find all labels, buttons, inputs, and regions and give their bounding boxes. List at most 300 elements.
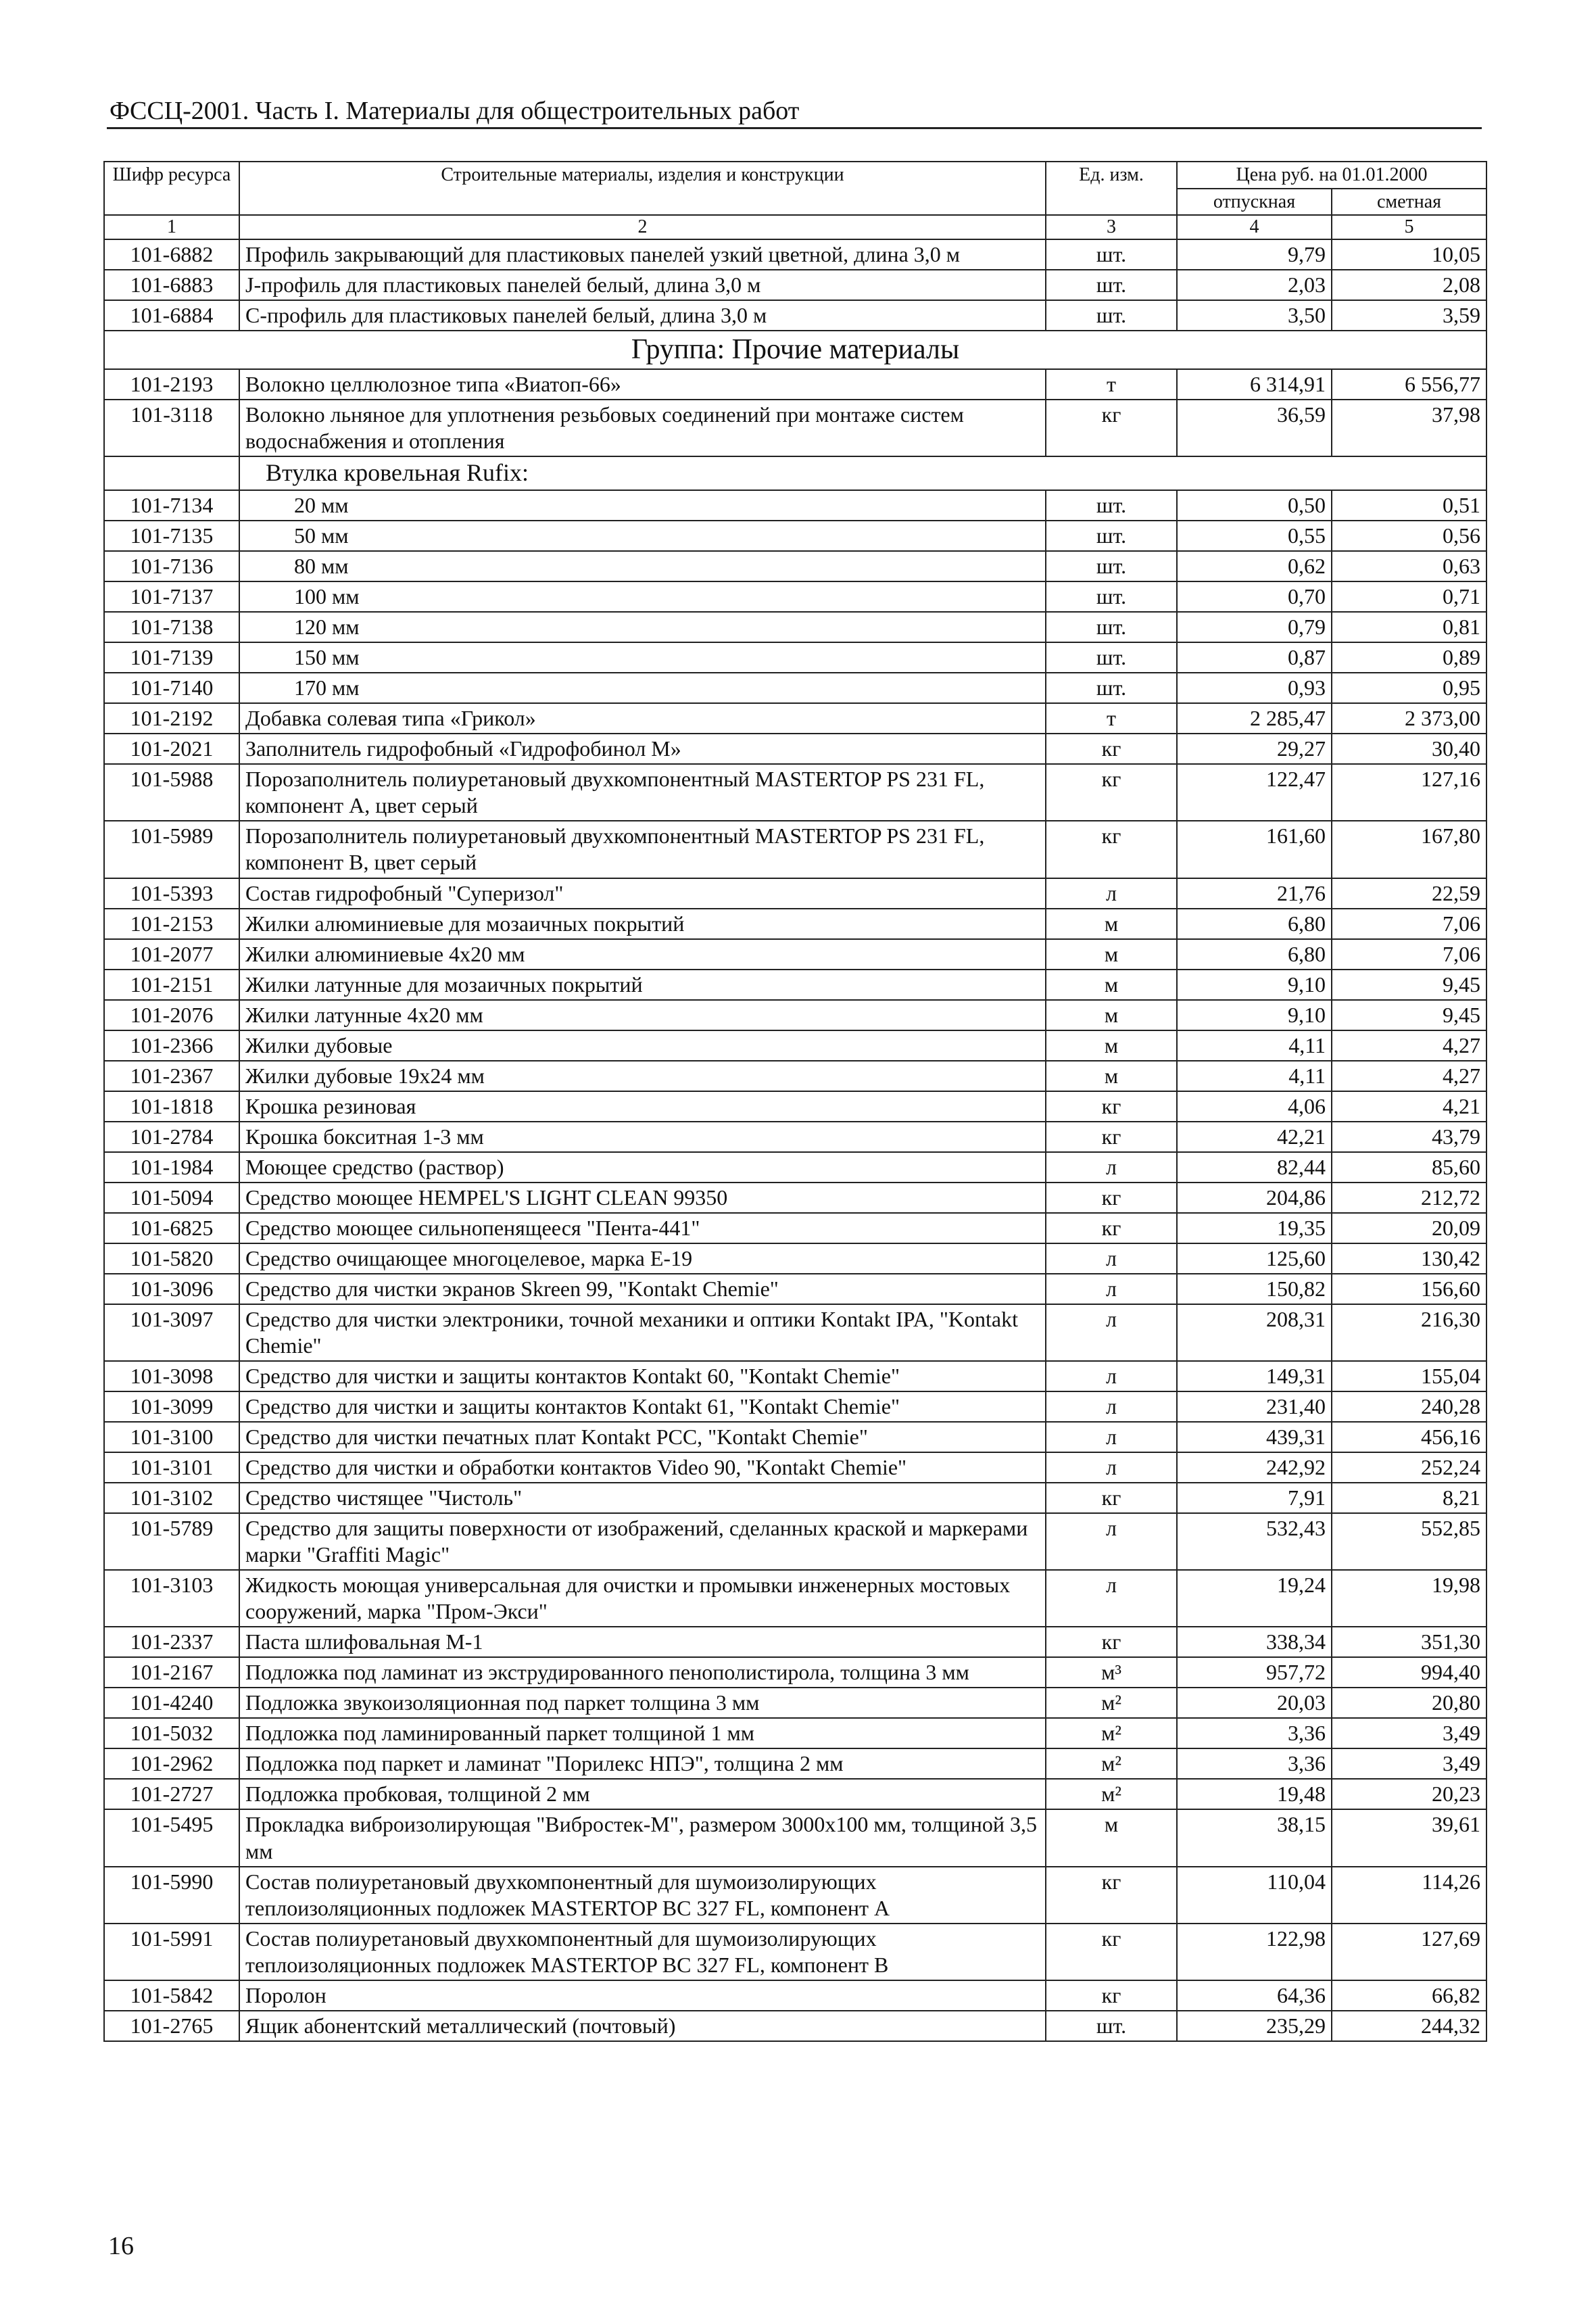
price-release-cell: 235,29	[1177, 2011, 1332, 2041]
subheading-row	[104, 456, 1486, 490]
material-name-cell: Прокладка виброизолирующая "Вибростек-М", размером 3000x100 мм, толщиной 3,5 мм	[239, 1809, 1046, 1866]
price-estimate-cell: 0,63	[1332, 551, 1486, 581]
unit-cell: шт.	[1046, 239, 1177, 270]
price-estimate-cell: 212,72	[1332, 1183, 1486, 1213]
resource-code-cell: 101-2021	[104, 734, 239, 764]
resource-code-cell: 101-3100	[104, 1422, 239, 1452]
price-release-cell: 19,35	[1177, 1213, 1332, 1243]
material-name-cell: Подложка под ламинированный паркет толщиной 1 мм	[239, 1718, 1046, 1748]
unit-cell: шт.	[1046, 673, 1177, 703]
unit-cell: кг	[1046, 821, 1177, 878]
resource-code-cell: 101-2193	[104, 369, 239, 400]
price-estimate-cell: 6 556,77	[1332, 369, 1486, 400]
resource-code-cell: 101-3103	[104, 1570, 239, 1627]
price-estimate-cell: 37,98	[1332, 400, 1486, 456]
price-estimate-cell: 3,49	[1332, 1748, 1486, 1779]
price-estimate-cell: 244,32	[1332, 2011, 1486, 2041]
price-estimate-cell: 3,59	[1332, 300, 1486, 331]
unit-cell: кг	[1046, 1183, 1177, 1213]
column-number: 1	[104, 215, 239, 239]
resource-code-cell: 101-6884	[104, 300, 239, 331]
price-estimate-cell: 19,98	[1332, 1570, 1486, 1627]
resource-code-cell: 101-6883	[104, 270, 239, 300]
price-estimate-cell: 114,26	[1332, 1867, 1486, 1924]
table-row	[104, 1452, 1486, 1483]
material-name-cell: Ящик абонентский металлический (почтовый)	[239, 2011, 1046, 2041]
group-heading: Группа: Прочие материалы	[104, 331, 1486, 369]
price-release-cell: 6,80	[1177, 909, 1332, 939]
unit-cell: кг	[1046, 764, 1177, 821]
table-row	[104, 1152, 1486, 1183]
price-estimate-cell: 43,79	[1332, 1122, 1486, 1152]
price-estimate-cell: 130,42	[1332, 1243, 1486, 1274]
table-row	[104, 1243, 1486, 1274]
unit-cell: м	[1046, 909, 1177, 939]
table-body	[104, 239, 1486, 2041]
price-release-cell: 6 314,91	[1177, 369, 1332, 400]
table-row	[104, 1748, 1486, 1779]
price-estimate-cell: 167,80	[1332, 821, 1486, 878]
price-release-cell: 0,50	[1177, 490, 1332, 521]
unit-cell: м²	[1046, 1718, 1177, 1748]
material-name-cell: Жилки латунные для мозаичных покрытий	[239, 970, 1046, 1000]
column-header-unit: Ед. изм.	[1046, 162, 1177, 215]
table-row	[104, 300, 1486, 331]
price-release-cell: 149,31	[1177, 1361, 1332, 1391]
table-row	[104, 1718, 1486, 1748]
unit-cell: шт.	[1046, 642, 1177, 673]
price-estimate-cell: 8,21	[1332, 1483, 1486, 1513]
unit-cell: л	[1046, 1304, 1177, 1361]
table-row	[104, 369, 1486, 400]
price-estimate-cell: 9,45	[1332, 970, 1486, 1000]
unit-cell: кг	[1046, 1867, 1177, 1924]
unit-cell: л	[1046, 1274, 1177, 1304]
price-release-cell: 64,36	[1177, 1980, 1332, 2011]
price-release-cell: 6,80	[1177, 939, 1332, 970]
material-name-cell: Состав полиуретановый двухкомпонентный для шумоизолирующих теплоизоляционных подложек MASTERTOP BC 327 FL, компонент В	[239, 1924, 1046, 1980]
table-row	[104, 734, 1486, 764]
table-row	[104, 581, 1486, 612]
table-row	[104, 1980, 1486, 2011]
price-estimate-cell: 127,16	[1332, 764, 1486, 821]
price-release-cell: 161,60	[1177, 821, 1332, 878]
material-name-cell: Жилки алюминиевые для мозаичных покрытий	[239, 909, 1046, 939]
price-release-cell: 0,87	[1177, 642, 1332, 673]
resource-code-cell: 101-3099	[104, 1391, 239, 1422]
resource-code-cell: 101-2192	[104, 703, 239, 734]
price-release-cell: 42,21	[1177, 1122, 1332, 1152]
unit-cell: кг	[1046, 1627, 1177, 1657]
column-header-price: Цена руб. на 01.01.2000	[1177, 162, 1486, 189]
material-name-cell: Жилки латунные 4x20 мм	[239, 1000, 1046, 1030]
table-row	[104, 1627, 1486, 1657]
material-name-cell: Состав гидрофобный "Суперизол"	[239, 878, 1046, 909]
unit-cell: шт.	[1046, 490, 1177, 521]
group-heading-row	[104, 331, 1486, 369]
resource-code-cell: 101-2167	[104, 1657, 239, 1688]
unit-cell: м²	[1046, 1748, 1177, 1779]
resource-code-cell: 101-2765	[104, 2011, 239, 2041]
price-estimate-cell: 9,45	[1332, 1000, 1486, 1030]
resource-code-cell: 101-5988	[104, 764, 239, 821]
material-name-cell: Средство очищающее многоцелевое, марка Е-19	[239, 1243, 1046, 1274]
table-row	[104, 1304, 1486, 1361]
price-release-cell: 36,59	[1177, 400, 1332, 456]
material-name-cell: Средство для чистки печатных плат Kontakt PCC, "Kontakt Chemie"	[239, 1422, 1046, 1452]
material-name-cell: 50 мм	[239, 521, 1046, 551]
material-name-cell: 170 мм	[239, 673, 1046, 703]
material-name-cell: Паста шлифовальная М-1	[239, 1627, 1046, 1657]
table-row	[104, 1513, 1486, 1570]
price-table	[103, 161, 1487, 2042]
unit-cell: шт.	[1046, 300, 1177, 331]
price-estimate-cell: 7,06	[1332, 939, 1486, 970]
unit-cell: м²	[1046, 1688, 1177, 1718]
price-estimate-cell: 30,40	[1332, 734, 1486, 764]
material-name-cell: Жидкость моющая универсальная для очистки и промывки инженерных мостовых сооружений, марка "Пром-Экси"	[239, 1570, 1046, 1627]
material-name-cell: С-профиль для пластиковых панелей белый, длина 3,0 м	[239, 300, 1046, 331]
material-name-cell: Добавка солевая типа «Грикол»	[239, 703, 1046, 734]
table-row	[104, 270, 1486, 300]
price-release-cell: 82,44	[1177, 1152, 1332, 1183]
unit-cell: м³	[1046, 1657, 1177, 1688]
table-row	[104, 1000, 1486, 1030]
price-release-cell: 3,50	[1177, 300, 1332, 331]
price-release-cell: 29,27	[1177, 734, 1332, 764]
column-header-price-release: отпускная	[1177, 189, 1332, 216]
resource-code-cell: 101-2337	[104, 1627, 239, 1657]
price-estimate-cell: 456,16	[1332, 1422, 1486, 1452]
resource-code-cell: 101-2366	[104, 1030, 239, 1061]
price-estimate-cell: 2 373,00	[1332, 703, 1486, 734]
resource-code-cell: 101-5032	[104, 1718, 239, 1748]
resource-code-cell: 101-5789	[104, 1513, 239, 1570]
resource-code-cell: 101-7134	[104, 490, 239, 521]
price-release-cell: 38,15	[1177, 1809, 1332, 1866]
price-estimate-cell: 66,82	[1332, 1980, 1486, 2011]
price-release-cell: 3,36	[1177, 1718, 1332, 1748]
table-row	[104, 1779, 1486, 1809]
table-row	[104, 1924, 1486, 1980]
price-estimate-cell: 85,60	[1332, 1152, 1486, 1183]
price-release-cell: 2 285,47	[1177, 703, 1332, 734]
unit-cell: л	[1046, 1570, 1177, 1627]
material-name-cell: Средство для чистки и обработки контактов Video 90, "Kontakt Chemie"	[239, 1452, 1046, 1483]
material-name-cell: Подложка звукоизоляционная под паркет толщина 3 мм	[239, 1688, 1046, 1718]
table-row	[104, 1122, 1486, 1152]
resource-code-cell: 101-2367	[104, 1061, 239, 1091]
resource-code-cell: 101-7139	[104, 642, 239, 673]
table-row	[104, 764, 1486, 821]
material-name-cell: 100 мм	[239, 581, 1046, 612]
price-release-cell: 122,47	[1177, 764, 1332, 821]
resource-code-cell: 101-2962	[104, 1748, 239, 1779]
unit-cell: м	[1046, 939, 1177, 970]
table-row	[104, 1061, 1486, 1091]
price-estimate-cell: 20,80	[1332, 1688, 1486, 1718]
table-row	[104, 400, 1486, 456]
table-row	[104, 612, 1486, 642]
table-row	[104, 1570, 1486, 1627]
price-estimate-cell: 7,06	[1332, 909, 1486, 939]
material-name-cell: Жилки дубовые	[239, 1030, 1046, 1061]
table-row	[104, 1030, 1486, 1061]
material-name-cell: Жилки дубовые 19x24 мм	[239, 1061, 1046, 1091]
material-name-cell: Крошка бокситная 1-3 мм	[239, 1122, 1046, 1152]
material-name-cell: Порозаполнитель полиуретановый двухкомпонентный MASTERTOP PS 231 FL, компонент В, цвет серый	[239, 821, 1046, 878]
unit-cell: л	[1046, 1513, 1177, 1570]
resource-code-cell: 101-5990	[104, 1867, 239, 1924]
price-estimate-cell: 351,30	[1332, 1627, 1486, 1657]
price-release-cell: 122,98	[1177, 1924, 1332, 1980]
table-row	[104, 878, 1486, 909]
unit-cell: т	[1046, 369, 1177, 400]
resource-code-cell: 101-3097	[104, 1304, 239, 1361]
price-estimate-cell: 0,56	[1332, 521, 1486, 551]
empty-cell	[104, 456, 239, 490]
price-release-cell: 0,93	[1177, 673, 1332, 703]
column-number: 4	[1177, 215, 1332, 239]
price-estimate-cell: 156,60	[1332, 1274, 1486, 1304]
unit-cell: м	[1046, 1000, 1177, 1030]
table-row	[104, 1809, 1486, 1866]
price-release-cell: 4,11	[1177, 1061, 1332, 1091]
material-name-cell: Средство для чистки и защиты контактов Kontakt 61, "Kontakt Chemie"	[239, 1391, 1046, 1422]
table-row	[104, 1183, 1486, 1213]
column-numbers-row	[104, 215, 1486, 239]
resource-code-cell: 101-2076	[104, 1000, 239, 1030]
unit-cell: кг	[1046, 1980, 1177, 2011]
price-release-cell: 110,04	[1177, 1867, 1332, 1924]
price-estimate-cell: 22,59	[1332, 878, 1486, 909]
table-row	[104, 1091, 1486, 1122]
price-release-cell: 0,70	[1177, 581, 1332, 612]
price-estimate-cell: 4,21	[1332, 1091, 1486, 1122]
table-row	[104, 490, 1486, 521]
unit-cell: л	[1046, 878, 1177, 909]
unit-cell: м	[1046, 1061, 1177, 1091]
table-row	[104, 1867, 1486, 1924]
table-row	[104, 909, 1486, 939]
resource-code-cell: 101-4240	[104, 1688, 239, 1718]
resource-code-cell: 101-6882	[104, 239, 239, 270]
price-release-cell: 20,03	[1177, 1688, 1332, 1718]
price-estimate-cell: 240,28	[1332, 1391, 1486, 1422]
unit-cell: шт.	[1046, 551, 1177, 581]
resource-code-cell: 101-2784	[104, 1122, 239, 1152]
running-title: ФССЦ-2001. Часть I. Материалы для общестроительных работ	[110, 97, 800, 125]
material-name-cell: Средство для чистки экранов Skreen 99, "Kontakt Chemie"	[239, 1274, 1046, 1304]
material-name-cell: Жилки алюминиевые 4x20 мм	[239, 939, 1046, 970]
price-release-cell: 19,24	[1177, 1570, 1332, 1627]
table-row	[104, 1274, 1486, 1304]
table-row	[104, 1483, 1486, 1513]
unit-cell: м	[1046, 1809, 1177, 1866]
column-header-name: Строительные материалы, изделия и конструкции	[239, 162, 1046, 215]
resource-code-cell: 101-2151	[104, 970, 239, 1000]
table-row	[104, 521, 1486, 551]
unit-cell: кг	[1046, 734, 1177, 764]
resource-code-cell: 101-7140	[104, 673, 239, 703]
unit-cell: кг	[1046, 1483, 1177, 1513]
price-release-cell: 19,48	[1177, 1779, 1332, 1809]
price-release-cell: 150,82	[1177, 1274, 1332, 1304]
price-release-cell: 3,36	[1177, 1748, 1332, 1779]
price-estimate-cell: 4,27	[1332, 1030, 1486, 1061]
price-estimate-cell: 0,95	[1332, 673, 1486, 703]
material-name-cell: 20 мм	[239, 490, 1046, 521]
price-release-cell: 532,43	[1177, 1513, 1332, 1570]
material-name-cell: Средство моющее HEMPEL'S LIGHT CLEAN 99350	[239, 1183, 1046, 1213]
unit-cell: шт.	[1046, 612, 1177, 642]
material-name-cell: Средство для чистки и защиты контактов Kontakt 60, "Kontakt Chemie"	[239, 1361, 1046, 1391]
material-name-cell: Подложка пробковая, толщиной 2 мм	[239, 1779, 1046, 1809]
unit-cell: л	[1046, 1243, 1177, 1274]
price-release-cell: 208,31	[1177, 1304, 1332, 1361]
column-number: 3	[1046, 215, 1177, 239]
resource-code-cell: 101-3118	[104, 400, 239, 456]
resource-code-cell: 101-7138	[104, 612, 239, 642]
price-release-cell: 9,79	[1177, 239, 1332, 270]
resource-code-cell: 101-2153	[104, 909, 239, 939]
price-estimate-cell: 39,61	[1332, 1809, 1486, 1866]
price-release-cell: 204,86	[1177, 1183, 1332, 1213]
unit-cell: м	[1046, 1030, 1177, 1061]
material-name-cell: Средство чистящее "Чистоль"	[239, 1483, 1046, 1513]
table-row	[104, 1391, 1486, 1422]
price-estimate-cell: 0,71	[1332, 581, 1486, 612]
column-number: 2	[239, 215, 1046, 239]
price-estimate-cell: 155,04	[1332, 1361, 1486, 1391]
resource-code-cell: 101-7136	[104, 551, 239, 581]
resource-code-cell: 101-7135	[104, 521, 239, 551]
price-release-cell: 0,79	[1177, 612, 1332, 642]
material-name-cell: Профиль закрывающий для пластиковых панелей узкий цветной, длина 3,0 м	[239, 239, 1046, 270]
column-number: 5	[1332, 215, 1486, 239]
price-release-cell: 9,10	[1177, 970, 1332, 1000]
table-row	[104, 1422, 1486, 1452]
unit-cell: л	[1046, 1422, 1177, 1452]
material-name-cell: Моющее средство (раствор)	[239, 1152, 1046, 1183]
unit-cell: т	[1046, 703, 1177, 734]
table-row	[104, 551, 1486, 581]
material-name-cell: Поролон	[239, 1980, 1046, 2011]
resource-code-cell: 101-2727	[104, 1779, 239, 1809]
unit-cell: кг	[1046, 1091, 1177, 1122]
material-name-cell: Волокно целлюлозное типа «Виатоп-66»	[239, 369, 1046, 400]
price-estimate-cell: 4,27	[1332, 1061, 1486, 1091]
table-row	[104, 939, 1486, 970]
table-row	[104, 1361, 1486, 1391]
unit-cell: л	[1046, 1391, 1177, 1422]
resource-code-cell: 101-5820	[104, 1243, 239, 1274]
table-row	[104, 821, 1486, 878]
price-estimate-cell: 20,23	[1332, 1779, 1486, 1809]
unit-cell: кг	[1046, 400, 1177, 456]
unit-cell: кг	[1046, 1924, 1177, 1980]
price-estimate-cell: 994,40	[1332, 1657, 1486, 1688]
price-estimate-cell: 0,51	[1332, 490, 1486, 521]
resource-code-cell: 101-1984	[104, 1152, 239, 1183]
unit-cell: л	[1046, 1452, 1177, 1483]
resource-code-cell: 101-5991	[104, 1924, 239, 1980]
resource-code-cell: 101-7137	[104, 581, 239, 612]
material-name-cell: 80 мм	[239, 551, 1046, 581]
price-release-cell: 2,03	[1177, 270, 1332, 300]
header-row	[104, 162, 1486, 189]
unit-cell: шт.	[1046, 521, 1177, 551]
resource-code-cell: 101-2077	[104, 939, 239, 970]
table-row	[104, 703, 1486, 734]
price-estimate-cell: 0,89	[1332, 642, 1486, 673]
resource-code-cell: 101-5393	[104, 878, 239, 909]
material-name-cell: Крошка резиновая	[239, 1091, 1046, 1122]
unit-cell: кг	[1046, 1213, 1177, 1243]
table-row	[104, 2011, 1486, 2041]
material-name-cell: Подложка под ламинат из экструдированного пенополистирола, толщина 3 мм	[239, 1657, 1046, 1688]
price-release-cell: 7,91	[1177, 1483, 1332, 1513]
column-header-code: Шифр ресурса	[104, 162, 239, 215]
resource-code-cell: 101-5094	[104, 1183, 239, 1213]
price-release-cell: 0,62	[1177, 551, 1332, 581]
unit-cell: шт.	[1046, 2011, 1177, 2041]
material-name-cell: Заполнитель гидрофобный «Гидрофобинол М»	[239, 734, 1046, 764]
price-release-cell: 957,72	[1177, 1657, 1332, 1688]
unit-cell: шт.	[1046, 581, 1177, 612]
resource-code-cell: 101-6825	[104, 1213, 239, 1243]
table-row	[104, 1657, 1486, 1688]
subheading: Втулка кровельная Rufix:	[239, 456, 1486, 490]
table-row	[104, 673, 1486, 703]
price-release-cell: 0,55	[1177, 521, 1332, 551]
price-estimate-cell: 2,08	[1332, 270, 1486, 300]
material-name-cell: Средство моющее сильнопенящееся "Пента-441"	[239, 1213, 1046, 1243]
price-estimate-cell: 20,09	[1332, 1213, 1486, 1243]
table-row	[104, 239, 1486, 270]
price-estimate-cell: 10,05	[1332, 239, 1486, 270]
material-name-cell: Порозаполнитель полиуретановый двухкомпонентный MASTERTOP PS 231 FL, компонент А, цвет серый	[239, 764, 1046, 821]
table-row	[104, 642, 1486, 673]
material-name-cell: Состав полиуретановый двухкомпонентный для шумоизолирующих теплоизоляционных подложек MASTERTOP BC 327 FL, компонент А	[239, 1867, 1046, 1924]
unit-cell: м²	[1046, 1779, 1177, 1809]
resource-code-cell: 101-5495	[104, 1809, 239, 1866]
column-header-price-estimate: сметная	[1332, 189, 1486, 216]
resource-code-cell: 101-3096	[104, 1274, 239, 1304]
price-estimate-cell: 3,49	[1332, 1718, 1486, 1748]
price-estimate-cell: 127,69	[1332, 1924, 1486, 1980]
header-rule	[107, 127, 1482, 129]
table-row	[104, 1688, 1486, 1718]
material-name-cell: Средство для чистки электроники, точной механики и оптики Kontakt IPA, "Kontakt Chemie"	[239, 1304, 1046, 1361]
price-release-cell: 9,10	[1177, 1000, 1332, 1030]
price-release-cell: 439,31	[1177, 1422, 1332, 1452]
price-release-cell: 242,92	[1177, 1452, 1332, 1483]
material-name-cell: 120 мм	[239, 612, 1046, 642]
price-estimate-cell: 0,81	[1332, 612, 1486, 642]
unit-cell: кг	[1046, 1122, 1177, 1152]
resource-code-cell: 101-1818	[104, 1091, 239, 1122]
resource-code-cell: 101-3102	[104, 1483, 239, 1513]
price-estimate-cell: 216,30	[1332, 1304, 1486, 1361]
resource-code-cell: 101-3101	[104, 1452, 239, 1483]
price-release-cell: 4,11	[1177, 1030, 1332, 1061]
price-release-cell: 338,34	[1177, 1627, 1332, 1657]
material-name-cell: Волокно льняное для уплотнения резьбовых соединений при монтаже систем водоснабжения и отопления	[239, 400, 1046, 456]
material-name-cell: 150 мм	[239, 642, 1046, 673]
unit-cell: шт.	[1046, 270, 1177, 300]
table-row	[104, 970, 1486, 1000]
